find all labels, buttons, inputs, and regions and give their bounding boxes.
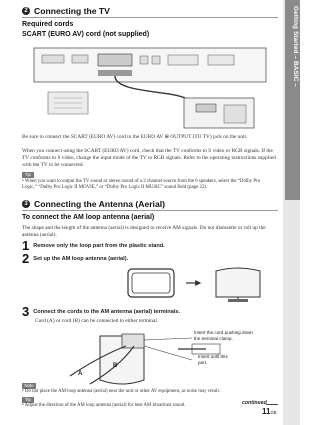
note-label: Note	[22, 383, 36, 389]
push-callout: Insert the cord pushing down the terminal clamp.	[194, 330, 253, 341]
section-2-heading	[22, 6, 110, 16]
tip-label: Tip	[22, 172, 34, 178]
page-number-value: 11	[262, 407, 271, 416]
step-3	[22, 306, 180, 318]
section-3-heading	[22, 199, 165, 209]
continued-arrow-line	[266, 404, 278, 405]
side-tab-label: Getting Started – BASIC –	[292, 6, 299, 87]
note-text: • Do not place the AM loop antenna (aerial) near the unit or other AV equipment, as noise may result.	[22, 389, 221, 394]
step-3-body: Cord (A) or cord (B) can be connected to either terminal.	[35, 318, 159, 324]
step-1	[22, 240, 165, 252]
step-2	[22, 253, 128, 265]
antenna-paragraph: The shape and the length of the antenna (aerial) is designed to receive AM signals. Do not dismantle or roll up the antenna (aerial).	[22, 225, 266, 239]
cord-a-label: A	[78, 371, 83, 377]
required-cords-heading: Required cords	[22, 21, 74, 28]
section-3-title: Connecting the Antenna (Aerial)	[34, 199, 165, 209]
step-number: 1	[22, 238, 30, 253]
step-text: Set up the AM loop antenna (aerial).	[33, 256, 129, 262]
section-rule	[22, 17, 278, 18]
am-antenna-subheading: To connect the AM loop antenna (aerial)	[22, 214, 155, 221]
loop-antenna-diagram	[120, 263, 280, 303]
tv-paragraph-1: Be sure to connect the SCART (EURO AV) cord to the EURO AV ⊕ OUTPUT (TO TV) jack on the unit.	[22, 134, 248, 140]
section-rule	[22, 210, 278, 211]
step-text: Connect the cords to the AM antenna (aerial) terminals.	[33, 309, 181, 315]
step-number: 3	[22, 304, 30, 319]
section-number-badge: 3	[22, 200, 30, 208]
tip-label: Tip	[22, 397, 34, 403]
continued-label: continued	[242, 400, 267, 406]
page-suffix: GB	[270, 410, 277, 415]
page-number	[262, 407, 277, 416]
insert-callout: Insert until this part.	[198, 354, 228, 365]
tip-text: • Adjust the direction of the AM loop antenna (aerial) for best AM broadcast sound.	[22, 403, 186, 408]
step-text: Remove only the loop part from the plastic stand.	[33, 243, 165, 249]
tv-connection-diagram	[28, 42, 272, 132]
tip-text: • When you want to output the TV sound or stereo sound of a 2 channel source from the 6 speakers, select the “Dolby Pro Logic,” “Dolby Pro Logic II MOVIE,” or “Dolby Pro Logic II MUSIC” sound field (page 22).	[22, 179, 261, 191]
step-number: 2	[22, 251, 30, 266]
cord-heading: SCART (EURO AV) cord (not supplied)	[22, 31, 150, 38]
section-2-title: Connecting the TV	[34, 6, 110, 16]
section-number-badge: 2	[22, 7, 30, 15]
tv-paragraph-2: When you connect using the SCART (EURO AV) cord, check that the TV conforms to S video or RGB signals. If the TV conforms to S video, change the input mode of the TV to RGB signals. Refer to the operating instructions supplied with the TV to be connected.	[22, 148, 276, 169]
cord-b-label: B	[113, 363, 118, 369]
